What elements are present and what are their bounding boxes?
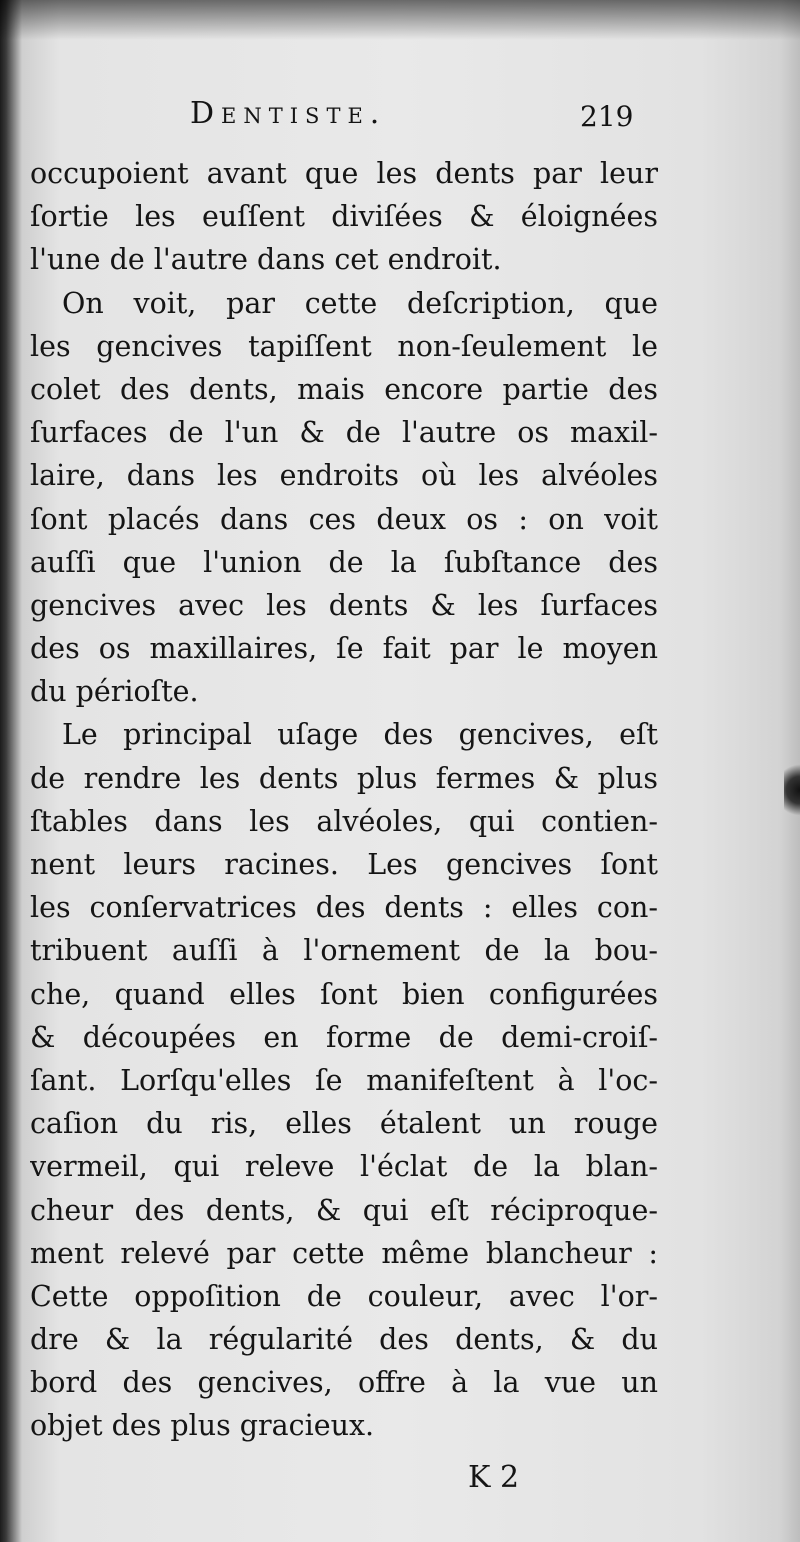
text-line: de rendre les dents plus fermes & plus (30, 761, 658, 795)
text-line: les conſervatrices des dents : elles con- (30, 891, 658, 925)
text-line: dre & la régularité des dents, & du (30, 1323, 658, 1357)
text-line: objet des plus gracieux. (30, 1409, 375, 1443)
text-line: gencives avec les dents & les ſurfaces (30, 588, 658, 622)
text-line: ſurfaces de l'un & de l'autre os maxil- (30, 416, 658, 450)
text-line: des os maxillaires, ſe fait par le moyen (30, 632, 658, 666)
text-line: ſtables dans les alvéoles, qui contien- (30, 804, 658, 838)
page-number: 219 (580, 100, 634, 133)
running-title: Dentiste. (190, 96, 387, 131)
text-line: colet des dents, mais encore partie des (30, 372, 658, 406)
text-line: tribuent auſſi à l'ornement de la bou- (30, 934, 658, 968)
text-line: ſortie les euſſent diviſées & éloignées (30, 200, 658, 234)
text-line: auſſi que l'union de la ſubſtance des (30, 545, 658, 579)
text-line: vermeil, qui releve l'éclat de la blan- (30, 1150, 658, 1184)
text-line: les gencives tapiſſent non-ſeulement le (30, 329, 658, 363)
body-text (30, 152, 658, 1448)
text-line: bord des gencives, offre à la vue un (30, 1366, 658, 1400)
text-line: & découpées en forme de demi-croiſ- (30, 1020, 658, 1054)
text-line: ſant. Lorſqu'elles ſe manifeſtent à l'oc- (30, 1063, 658, 1097)
page-edge-shadow (0, 0, 800, 40)
text-line: cheur des dents, & qui eſt réciproque- (30, 1193, 658, 1227)
text-line: laire, dans les endroits où les alvéoles (30, 459, 658, 493)
text-line: du périoſte. (30, 675, 199, 709)
text-line: l'une de l'autre dans cet endroit. (30, 243, 502, 277)
text-line: Cette oppoſition de couleur, avec l'or- (30, 1279, 658, 1313)
text-line: che, quand elles ſont bien configurées (30, 977, 658, 1011)
text-line: On voit, par cette deſcription, que (62, 286, 658, 320)
text-line: ſont placés dans ces deux os : on voit (30, 502, 658, 536)
binding-mark (784, 760, 800, 820)
text-line: caſion du ris, elles étalent un rouge (30, 1107, 658, 1141)
text-line: Le principal uſage des gencives, eſt (62, 718, 658, 752)
text-line: occupoient avant que les dents par leur (30, 157, 658, 190)
signature-mark: K 2 (468, 1460, 520, 1495)
page-header (0, 96, 800, 146)
text-line: ment relevé par cette même blancheur : (30, 1236, 658, 1270)
text-line: nent leurs racines. Les gencives ſont (30, 848, 658, 881)
